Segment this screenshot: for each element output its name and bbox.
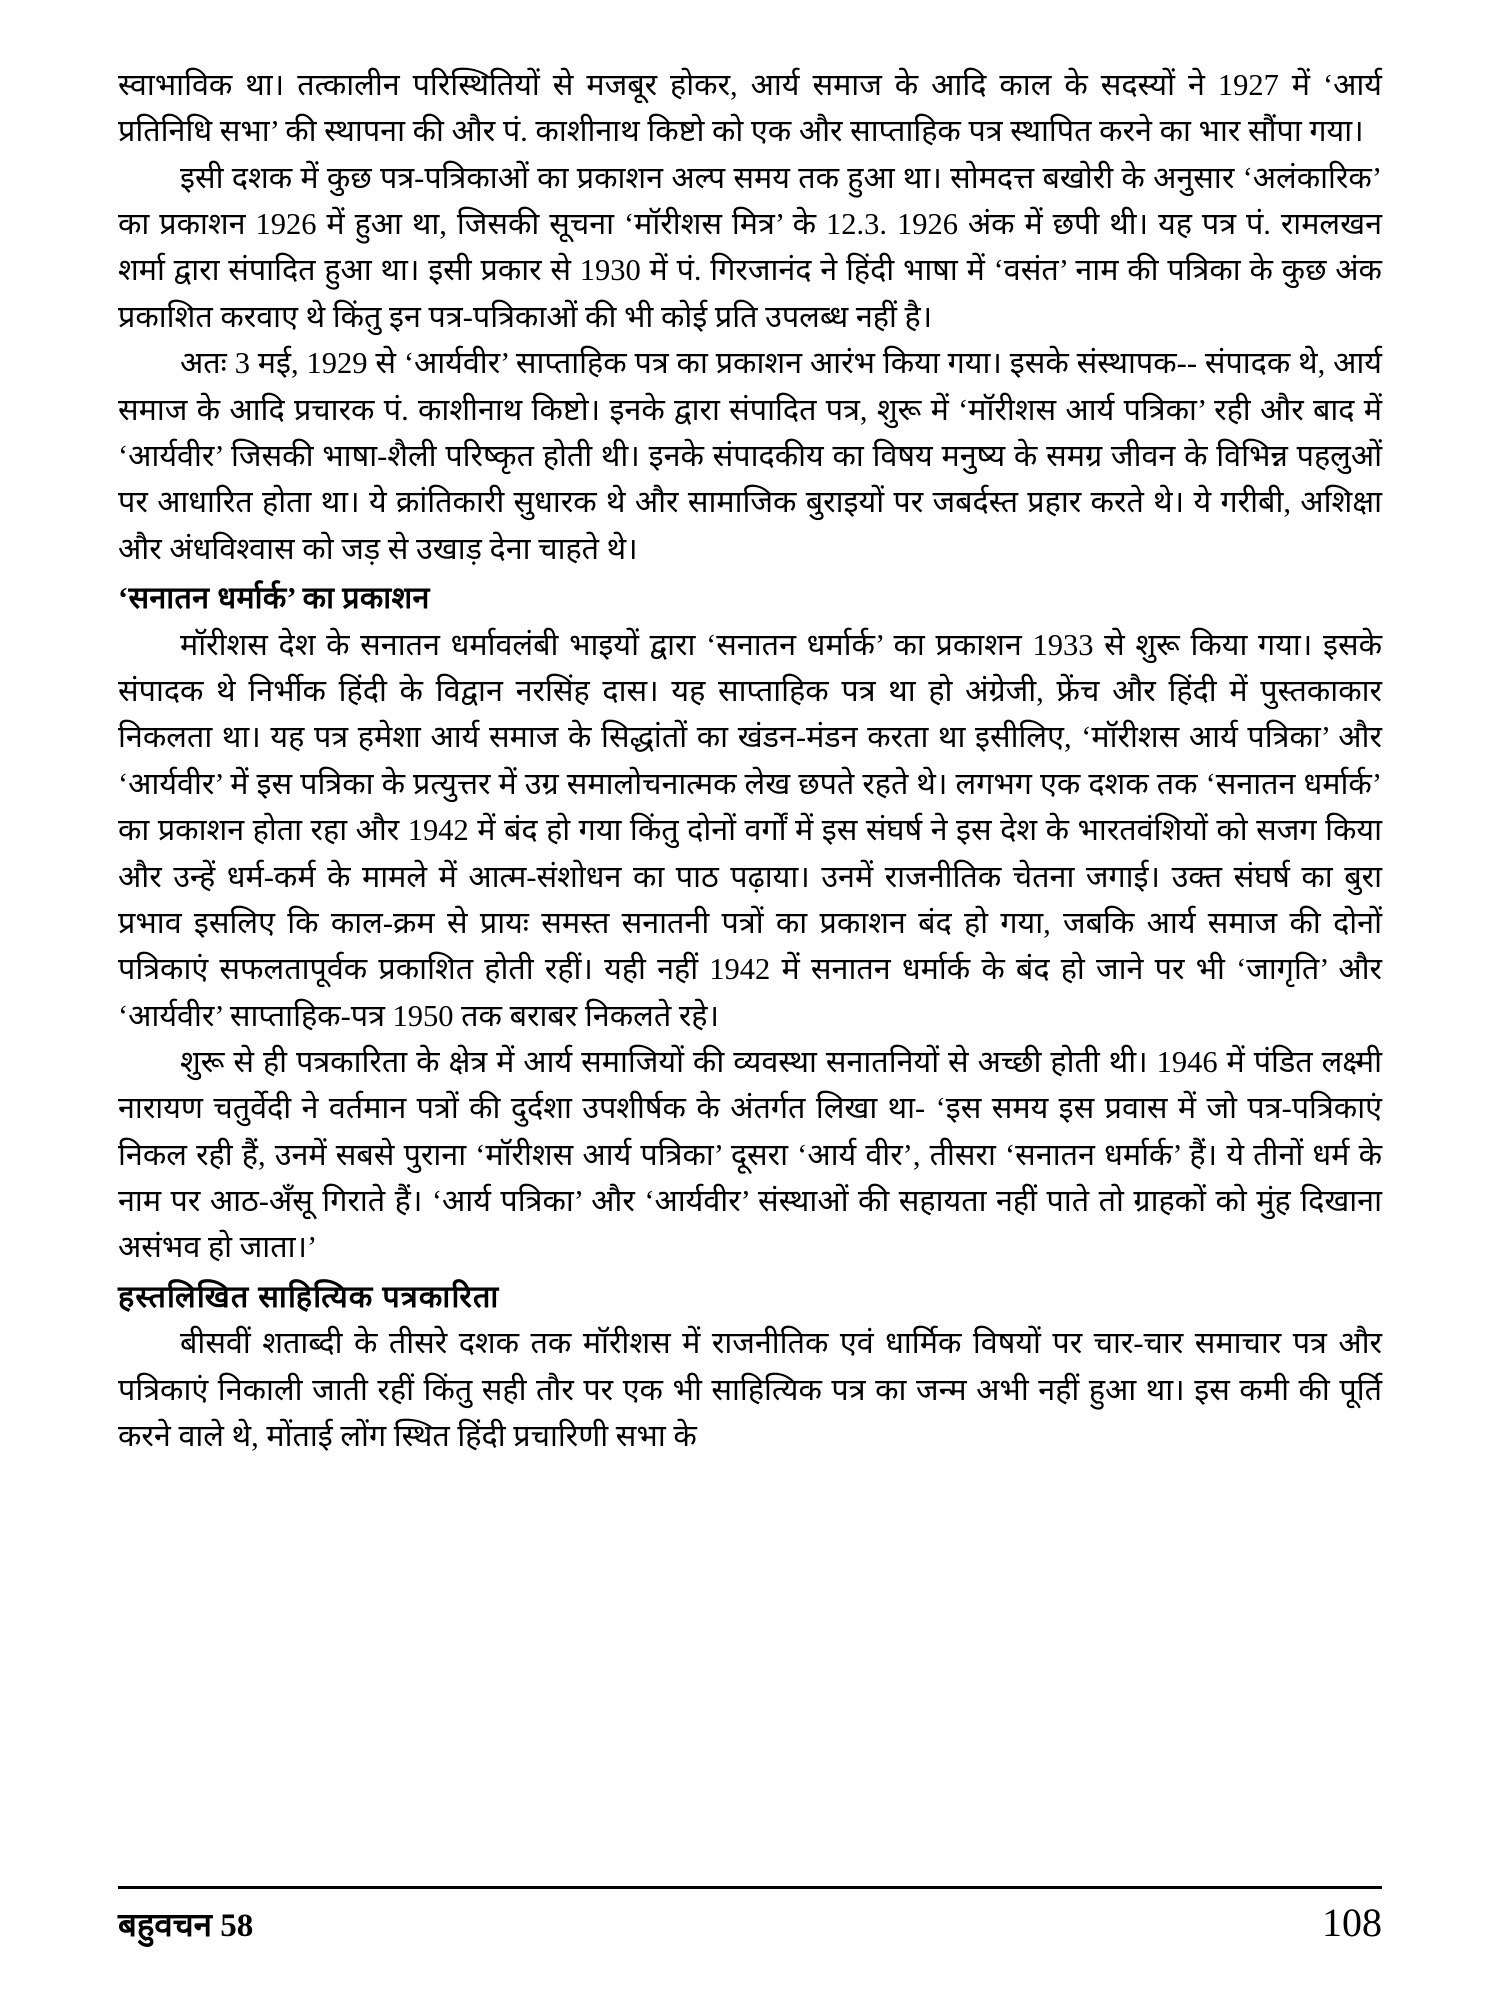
- paragraph: अतः 3 मई, 1929 से ‘आर्यवीर’ साप्ताहिक पत्र का प्रकाशन आरंभ किया गया। इसके संस्थापक-- संपादक थे, आर्य समाज के आदि प्रचारक पं. काशीनाथ किष्टो। इनके द्वारा संपादित पत्र, शुरू में ‘मॉरीशस आर्य पत्रिका’ रही और बाद में ‘आर्यवीर’ जिसकी भाषा-शैली परिष्कृत होती थी। इनके संपादकीय का विषय मनुष्य के समग्र जीवन के विभिन्न पहलुओं पर आधारित होता था। ये क्रांतिकारी सुधारक थे और सामाजिक बुराइयों पर जबर्दस्त प्रहार करते थे। ये गरीबी, अशिक्षा और अंधविश्वास को जड़ से उखाड़ देना चाहते थे।: [118, 346, 1382, 566]
- section-heading-handwritten-literary-journalism: हस्तलिखित साहित्यिक पत्रकारिता: [118, 1279, 500, 1314]
- footer-row: [118, 1899, 1382, 1946]
- footer-publication-title: बहुवचन 58: [118, 1908, 254, 1944]
- page-body: [118, 62, 1382, 1460]
- paragraph: स्वाभाविक था। तत्कालीन परिस्थितियों से मजबूर होकर, आर्य समाज के आदि काल के सदस्यों ने 1927 में ‘आर्य प्रतिनिधि सभा’ की स्थापना की और पं. काशीनाथ किष्टो को एक और साप्ताहिक पत्र स्थापित करने का भार सौंपा गया।: [118, 68, 1382, 149]
- paragraph: इसी दशक में कुछ पत्र-पत्रिकाओं का प्रकाशन अल्प समय तक हुआ था। सोमदत्त बखोरी के अनुसार ‘अलंकारिक’ का प्रकाशन 1926 में हुआ था, जिसकी सूचना ‘मॉरीशस मित्र’ के 12.3. 1926 अंक में छपी थी। यह पत्र पं. रामलखन शर्मा द्वारा संपादित हुआ था। इसी प्रकार से 1930 में पं. गिरजानंद ने हिंदी भाषा में ‘वसंत’ नाम की पत्रिका के कुछ अंक प्रकाशित करवाए थे किंतु इन पत्र-पत्रिकाओं की भी कोई प्रति उपलब्ध नहीं है।: [118, 160, 1382, 334]
- section-heading-sanatan-dharmark: ‘सनातन धर्मार्क’ का प्रकाशन: [118, 580, 430, 615]
- footer-divider: [118, 1886, 1382, 1889]
- paragraph: मॉरीशस देश के सनातन धर्मावलंबी भाइयों द्वारा ‘सनातन धर्मार्क’ का प्रकाशन 1933 से शुरू किया गया। इसके संपादक थे निर्भीक हिंदी के विद्वान नरसिंह दास। यह साप्ताहिक पत्र था हो अंग्रेजी, फ्रेंच और हिंदी में पुस्तकाकार निकलता था। यह पत्र हमेशा आर्य समाज के सिद्धांतों का खंडन-मंडन करता था इसीलिए, ‘मॉरीशस आर्य पत्रिका’ और ‘आर्यवीर’ में इस पत्रिका के प्रत्युत्तर में उग्र समालोचनात्मक लेख छपते रहते थे। लगभग एक दशक तक ‘सनातन धर्मार्क’ का प्रकाशन होता रहा और 1942 में बंद हो गया किंतु दोनों वर्गों में इस संघर्ष ने इस देश के भारतवंशियों को सजग किया और उन्हें धर्म-कर्म के मामले में आत्म-संशोधन का पाठ पढ़ाया। उनमें राजनीतिक चेतना जगाई। उक्त संघर्ष का बुरा प्रभाव इसलिए कि काल-क्रम से प्रायः समस्त सनातनी पत्रों का प्रकाशन बंद हो गया, जबकि आर्य समाज की दोनों पत्रिकाएं सफलतापूर्वक प्रकाशित होती रहीं। यही नहीं 1942 में सनातन धर्मार्क के बंद हो जाने पर भी ‘जागृति’ और ‘आर्यवीर’ साप्ताहिक-पत्र 1950 तक बराबर निकलते रहे।: [118, 627, 1382, 1033]
- page-footer: [118, 1886, 1382, 1946]
- paragraph: बीसवीं शताब्दी के तीसरे दशक तक मॉरीशस में राजनीतिक एवं धार्मिक विषयों पर चार-चार समाचार पत्र और पत्रिकाएं निकाली जाती रहीं किंतु सही तौर पर एक भी साहित्यिक पत्र का जन्म अभी नहीं हुआ था। इस कमी की पूर्ति करने वाले थे, मोंताई लोंग स्थित हिंदी प्रचारिणी सभा के: [118, 1326, 1382, 1454]
- paragraph: शुरू से ही पत्रकारिता के क्षेत्र में आर्य समाजियों की व्यवस्था सनातनियों से अच्छी होती थी। 1946 में पंडित लक्ष्मी नारायण चतुर्वेदी ने वर्तमान पत्रों की दुर्दशा उपशीर्षक के अंतर्गत लिखा था- ‘इस समय इस प्रवास में जो पत्र-पत्रिकाएं निकल रही हैं, उनमें सबसे पुराना ‘मॉरीशस आर्य पत्रिका’ दूसरा ‘आर्य वीर’, तीसरा ‘सनातन धर्मार्क’ हैं। ये तीनों धर्म के नाम पर आठ-अँसू गिराते हैं। ‘आर्य पत्रिका’ और ‘आर्यवीर’ संस्थाओं की सहायता नहीं पाते तो ग्राहकों को मुंह दिखाना असंभव हो जाता।’: [118, 1044, 1382, 1265]
- page-number: 108: [1322, 1900, 1382, 1945]
